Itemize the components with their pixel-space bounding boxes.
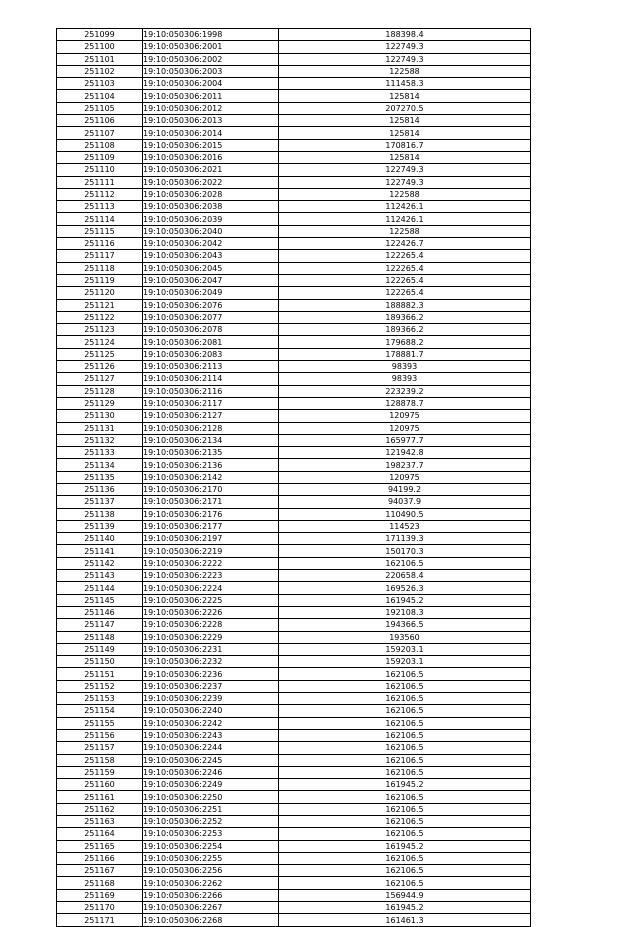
row-number-cell: 251101 bbox=[57, 53, 143, 65]
value-cell: 125814 bbox=[279, 115, 531, 127]
row-number-cell: 251169 bbox=[57, 889, 143, 901]
row-number-cell: 251139 bbox=[57, 520, 143, 532]
value-cell: 178881.7 bbox=[279, 348, 531, 360]
table-row bbox=[57, 459, 531, 471]
cadastral-number-cell: 19:10:050306:2231 bbox=[143, 643, 279, 655]
cadastral-number-cell: 19:10:050306:2016 bbox=[143, 151, 279, 163]
row-number-cell: 251141 bbox=[57, 545, 143, 557]
cadastral-number-cell: 19:10:050306:2113 bbox=[143, 361, 279, 373]
row-number-cell: 251155 bbox=[57, 717, 143, 729]
value-cell: 122749.3 bbox=[279, 41, 531, 53]
cadastral-number-cell: 19:10:050306:2251 bbox=[143, 803, 279, 815]
table-row bbox=[57, 754, 531, 766]
row-number-cell: 251140 bbox=[57, 533, 143, 545]
row-number-cell: 251099 bbox=[57, 29, 143, 41]
table-row bbox=[57, 533, 531, 545]
cadastral-number-cell: 19:10:050306:2039 bbox=[143, 213, 279, 225]
cadastral-number-cell: 19:10:050306:2134 bbox=[143, 434, 279, 446]
value-cell: 162106.5 bbox=[279, 680, 531, 692]
value-cell: 223239.2 bbox=[279, 385, 531, 397]
cadastral-number-cell: 19:10:050306:2083 bbox=[143, 348, 279, 360]
value-cell: 120975 bbox=[279, 471, 531, 483]
cadastral-number-cell: 19:10:050306:2002 bbox=[143, 53, 279, 65]
cadastral-number-cell: 19:10:050306:2197 bbox=[143, 533, 279, 545]
cadastral-number-cell: 19:10:050306:2128 bbox=[143, 422, 279, 434]
table-row bbox=[57, 90, 531, 102]
cadastral-number-cell: 19:10:050306:2142 bbox=[143, 471, 279, 483]
value-cell: 188882.3 bbox=[279, 299, 531, 311]
row-number-cell: 251127 bbox=[57, 373, 143, 385]
table-row bbox=[57, 151, 531, 163]
value-cell: 169526.3 bbox=[279, 582, 531, 594]
cadastral-number-cell: 19:10:050306:2045 bbox=[143, 262, 279, 274]
table-row bbox=[57, 397, 531, 409]
cadastral-number-cell: 19:10:050306:2078 bbox=[143, 324, 279, 336]
cadastral-number-cell: 19:10:050306:2222 bbox=[143, 557, 279, 569]
row-number-cell: 251115 bbox=[57, 225, 143, 237]
row-number-cell: 251148 bbox=[57, 631, 143, 643]
value-cell: 114523 bbox=[279, 520, 531, 532]
row-number-cell: 251129 bbox=[57, 397, 143, 409]
value-cell: 162106.5 bbox=[279, 803, 531, 815]
row-number-cell: 251126 bbox=[57, 361, 143, 373]
row-number-cell: 251114 bbox=[57, 213, 143, 225]
row-number-cell: 251166 bbox=[57, 852, 143, 864]
row-number-cell: 251128 bbox=[57, 385, 143, 397]
cadastral-number-cell: 19:10:050306:2253 bbox=[143, 828, 279, 840]
value-cell: 122426.7 bbox=[279, 238, 531, 250]
table-row bbox=[57, 102, 531, 114]
row-number-cell: 251112 bbox=[57, 188, 143, 200]
cadastral-number-cell: 19:10:050306:2003 bbox=[143, 65, 279, 77]
cadastral-value-table bbox=[56, 28, 531, 927]
table-row bbox=[57, 213, 531, 225]
table-row bbox=[57, 570, 531, 582]
cadastral-number-cell: 19:10:050306:2004 bbox=[143, 78, 279, 90]
table-row bbox=[57, 471, 531, 483]
value-cell: 192108.3 bbox=[279, 606, 531, 618]
row-number-cell: 251136 bbox=[57, 483, 143, 495]
value-cell: 161945.2 bbox=[279, 902, 531, 914]
row-number-cell: 251150 bbox=[57, 656, 143, 668]
row-number-cell: 251149 bbox=[57, 643, 143, 655]
value-cell: 162106.5 bbox=[279, 816, 531, 828]
cadastral-number-cell: 19:10:050306:2077 bbox=[143, 311, 279, 323]
table-row bbox=[57, 643, 531, 655]
value-cell: 188398.4 bbox=[279, 29, 531, 41]
cadastral-number-cell: 19:10:050306:2223 bbox=[143, 570, 279, 582]
table-row bbox=[57, 385, 531, 397]
cadastral-number-cell: 19:10:050306:2245 bbox=[143, 754, 279, 766]
value-cell: 125814 bbox=[279, 90, 531, 102]
value-cell: 162106.5 bbox=[279, 766, 531, 778]
table-row bbox=[57, 496, 531, 508]
table-row bbox=[57, 139, 531, 151]
value-cell: 120975 bbox=[279, 410, 531, 422]
cadastral-number-cell: 19:10:050306:2224 bbox=[143, 582, 279, 594]
cadastral-number-cell: 19:10:050306:2239 bbox=[143, 693, 279, 705]
value-cell: 159203.1 bbox=[279, 643, 531, 655]
row-number-cell: 251160 bbox=[57, 779, 143, 791]
table-row bbox=[57, 889, 531, 901]
value-cell: 122749.3 bbox=[279, 164, 531, 176]
cadastral-number-cell: 19:10:050306:2136 bbox=[143, 459, 279, 471]
value-cell: 162106.5 bbox=[279, 693, 531, 705]
cadastral-number-cell: 19:10:050306:2176 bbox=[143, 508, 279, 520]
cadastral-number-cell: 19:10:050306:2171 bbox=[143, 496, 279, 508]
row-number-cell: 251163 bbox=[57, 816, 143, 828]
value-cell: 189366.2 bbox=[279, 311, 531, 323]
table-row bbox=[57, 348, 531, 360]
cadastral-number-cell: 19:10:050306:2135 bbox=[143, 447, 279, 459]
table-row bbox=[57, 361, 531, 373]
cadastral-number-cell: 19:10:050306:1998 bbox=[143, 29, 279, 41]
cadastral-number-cell: 19:10:050306:2243 bbox=[143, 729, 279, 741]
cadastral-number-cell: 19:10:050306:2262 bbox=[143, 877, 279, 889]
row-number-cell: 251164 bbox=[57, 828, 143, 840]
cadastral-number-cell: 19:10:050306:2116 bbox=[143, 385, 279, 397]
value-cell: 189366.2 bbox=[279, 324, 531, 336]
table-row bbox=[57, 373, 531, 385]
cadastral-number-cell: 19:10:050306:2047 bbox=[143, 274, 279, 286]
value-cell: 165977.7 bbox=[279, 434, 531, 446]
table-row bbox=[57, 680, 531, 692]
row-number-cell: 251151 bbox=[57, 668, 143, 680]
cadastral-number-cell: 19:10:050306:2013 bbox=[143, 115, 279, 127]
cadastral-number-cell: 19:10:050306:2226 bbox=[143, 606, 279, 618]
table-row bbox=[57, 324, 531, 336]
table-row bbox=[57, 508, 531, 520]
table-row bbox=[57, 902, 531, 914]
row-number-cell: 251103 bbox=[57, 78, 143, 90]
table-row bbox=[57, 705, 531, 717]
table-row bbox=[57, 865, 531, 877]
cadastral-number-cell: 19:10:050306:2012 bbox=[143, 102, 279, 114]
row-number-cell: 251122 bbox=[57, 311, 143, 323]
cadastral-number-cell: 19:10:050306:2015 bbox=[143, 139, 279, 151]
row-number-cell: 251159 bbox=[57, 766, 143, 778]
value-cell: 112426.1 bbox=[279, 213, 531, 225]
row-number-cell: 251124 bbox=[57, 336, 143, 348]
value-cell: 122749.3 bbox=[279, 176, 531, 188]
table-row bbox=[57, 53, 531, 65]
table-row bbox=[57, 262, 531, 274]
row-number-cell: 251147 bbox=[57, 619, 143, 631]
cadastral-number-cell: 19:10:050306:2267 bbox=[143, 902, 279, 914]
cadastral-number-cell: 19:10:050306:2246 bbox=[143, 766, 279, 778]
value-cell: 171139.3 bbox=[279, 533, 531, 545]
value-cell: 94199.2 bbox=[279, 483, 531, 495]
value-cell: 162106.5 bbox=[279, 742, 531, 754]
row-number-cell: 251156 bbox=[57, 729, 143, 741]
cadastral-number-cell: 19:10:050306:2011 bbox=[143, 90, 279, 102]
row-number-cell: 251107 bbox=[57, 127, 143, 139]
table-row bbox=[57, 225, 531, 237]
value-cell: 125814 bbox=[279, 151, 531, 163]
table-row bbox=[57, 41, 531, 53]
row-number-cell: 251144 bbox=[57, 582, 143, 594]
cadastral-number-cell: 19:10:050306:2043 bbox=[143, 250, 279, 262]
row-number-cell: 251142 bbox=[57, 557, 143, 569]
table-row bbox=[57, 852, 531, 864]
table-row bbox=[57, 840, 531, 852]
value-cell: 120975 bbox=[279, 422, 531, 434]
value-cell: 161461.3 bbox=[279, 914, 531, 926]
row-number-cell: 251110 bbox=[57, 164, 143, 176]
row-number-cell: 251135 bbox=[57, 471, 143, 483]
cadastral-number-cell: 19:10:050306:2240 bbox=[143, 705, 279, 717]
row-number-cell: 251167 bbox=[57, 865, 143, 877]
table-row bbox=[57, 656, 531, 668]
cadastral-number-cell: 19:10:050306:2229 bbox=[143, 631, 279, 643]
row-number-cell: 251162 bbox=[57, 803, 143, 815]
table-row bbox=[57, 816, 531, 828]
row-number-cell: 251121 bbox=[57, 299, 143, 311]
value-cell: 162106.5 bbox=[279, 828, 531, 840]
value-cell: 161945.2 bbox=[279, 594, 531, 606]
table-row bbox=[57, 582, 531, 594]
table-row bbox=[57, 803, 531, 815]
table-row bbox=[57, 828, 531, 840]
cadastral-number-cell: 19:10:050306:2250 bbox=[143, 791, 279, 803]
value-cell: 179688.2 bbox=[279, 336, 531, 348]
row-number-cell: 251153 bbox=[57, 693, 143, 705]
row-number-cell: 251120 bbox=[57, 287, 143, 299]
row-number-cell: 251154 bbox=[57, 705, 143, 717]
row-number-cell: 251158 bbox=[57, 754, 143, 766]
value-cell: 170816.7 bbox=[279, 139, 531, 151]
value-cell: 162106.5 bbox=[279, 877, 531, 889]
row-number-cell: 251111 bbox=[57, 176, 143, 188]
table-row bbox=[57, 115, 531, 127]
cadastral-number-cell: 19:10:050306:2237 bbox=[143, 680, 279, 692]
cadastral-number-cell: 19:10:050306:2236 bbox=[143, 668, 279, 680]
cadastral-number-cell: 19:10:050306:2049 bbox=[143, 287, 279, 299]
row-number-cell: 251137 bbox=[57, 496, 143, 508]
value-cell: 122588 bbox=[279, 65, 531, 77]
value-cell: 162106.5 bbox=[279, 865, 531, 877]
value-cell: 162106.5 bbox=[279, 717, 531, 729]
table-row bbox=[57, 742, 531, 754]
row-number-cell: 251117 bbox=[57, 250, 143, 262]
table-row bbox=[57, 410, 531, 422]
cadastral-number-cell: 19:10:050306:2177 bbox=[143, 520, 279, 532]
row-number-cell: 251170 bbox=[57, 902, 143, 914]
cadastral-number-cell: 19:10:050306:2022 bbox=[143, 176, 279, 188]
cadastral-number-cell: 19:10:050306:2001 bbox=[143, 41, 279, 53]
row-number-cell: 251143 bbox=[57, 570, 143, 582]
row-number-cell: 251134 bbox=[57, 459, 143, 471]
value-cell: 162106.5 bbox=[279, 668, 531, 680]
cadastral-number-cell: 19:10:050306:2076 bbox=[143, 299, 279, 311]
table-row bbox=[57, 447, 531, 459]
value-cell: 111458.3 bbox=[279, 78, 531, 90]
row-number-cell: 251168 bbox=[57, 877, 143, 889]
row-number-cell: 251157 bbox=[57, 742, 143, 754]
row-number-cell: 251165 bbox=[57, 840, 143, 852]
value-cell: 125814 bbox=[279, 127, 531, 139]
cadastral-number-cell: 19:10:050306:2170 bbox=[143, 483, 279, 495]
row-number-cell: 251161 bbox=[57, 791, 143, 803]
cadastral-number-cell: 19:10:050306:2081 bbox=[143, 336, 279, 348]
table-row bbox=[57, 766, 531, 778]
value-cell: 162106.5 bbox=[279, 705, 531, 717]
table-row bbox=[57, 422, 531, 434]
cadastral-number-cell: 19:10:050306:2127 bbox=[143, 410, 279, 422]
cadastral-number-cell: 19:10:050306:2268 bbox=[143, 914, 279, 926]
table-row bbox=[57, 201, 531, 213]
value-cell: 162106.5 bbox=[279, 852, 531, 864]
cadastral-number-cell: 19:10:050306:2228 bbox=[143, 619, 279, 631]
value-cell: 198237.7 bbox=[279, 459, 531, 471]
value-cell: 207270.5 bbox=[279, 102, 531, 114]
row-number-cell: 251119 bbox=[57, 274, 143, 286]
cadastral-number-cell: 19:10:050306:2021 bbox=[143, 164, 279, 176]
row-number-cell: 251100 bbox=[57, 41, 143, 53]
value-cell: 122265.4 bbox=[279, 287, 531, 299]
value-cell: 194366.5 bbox=[279, 619, 531, 631]
value-cell: 161945.2 bbox=[279, 840, 531, 852]
row-number-cell: 251106 bbox=[57, 115, 143, 127]
value-cell: 162106.5 bbox=[279, 754, 531, 766]
row-number-cell: 251125 bbox=[57, 348, 143, 360]
table-row bbox=[57, 238, 531, 250]
cadastral-number-cell: 19:10:050306:2117 bbox=[143, 397, 279, 409]
row-number-cell: 251171 bbox=[57, 914, 143, 926]
row-number-cell: 251138 bbox=[57, 508, 143, 520]
value-cell: 220658.4 bbox=[279, 570, 531, 582]
value-cell: 150170.3 bbox=[279, 545, 531, 557]
table-row bbox=[57, 619, 531, 631]
table-row bbox=[57, 65, 531, 77]
table-row bbox=[57, 717, 531, 729]
document-page bbox=[56, 28, 530, 927]
table-row bbox=[57, 914, 531, 926]
value-cell: 122265.4 bbox=[279, 274, 531, 286]
cadastral-number-cell: 19:10:050306:2249 bbox=[143, 779, 279, 791]
table-row bbox=[57, 434, 531, 446]
value-cell: 122265.4 bbox=[279, 262, 531, 274]
value-cell: 162106.5 bbox=[279, 729, 531, 741]
row-number-cell: 251109 bbox=[57, 151, 143, 163]
cadastral-number-cell: 19:10:050306:2256 bbox=[143, 865, 279, 877]
value-cell: 156944.9 bbox=[279, 889, 531, 901]
row-number-cell: 251132 bbox=[57, 434, 143, 446]
table-row bbox=[57, 299, 531, 311]
value-cell: 193560 bbox=[279, 631, 531, 643]
cadastral-number-cell: 19:10:050306:2252 bbox=[143, 816, 279, 828]
cadastral-number-cell: 19:10:050306:2254 bbox=[143, 840, 279, 852]
row-number-cell: 251113 bbox=[57, 201, 143, 213]
table-row bbox=[57, 693, 531, 705]
cadastral-number-cell: 19:10:050306:2219 bbox=[143, 545, 279, 557]
value-cell: 162106.5 bbox=[279, 791, 531, 803]
table-row bbox=[57, 176, 531, 188]
cadastral-number-cell: 19:10:050306:2232 bbox=[143, 656, 279, 668]
value-cell: 122265.4 bbox=[279, 250, 531, 262]
table-row bbox=[57, 287, 531, 299]
value-cell: 159203.1 bbox=[279, 656, 531, 668]
row-number-cell: 251131 bbox=[57, 422, 143, 434]
table-row bbox=[57, 729, 531, 741]
row-number-cell: 251118 bbox=[57, 262, 143, 274]
row-number-cell: 251104 bbox=[57, 90, 143, 102]
cadastral-number-cell: 19:10:050306:2266 bbox=[143, 889, 279, 901]
table-row bbox=[57, 520, 531, 532]
cadastral-number-cell: 19:10:050306:2242 bbox=[143, 717, 279, 729]
value-cell: 162106.5 bbox=[279, 557, 531, 569]
value-cell: 98393 bbox=[279, 373, 531, 385]
table-row bbox=[57, 127, 531, 139]
table-row bbox=[57, 250, 531, 262]
table-row bbox=[57, 311, 531, 323]
value-cell: 122588 bbox=[279, 225, 531, 237]
table-row bbox=[57, 594, 531, 606]
row-number-cell: 251133 bbox=[57, 447, 143, 459]
table-row bbox=[57, 631, 531, 643]
row-number-cell: 251146 bbox=[57, 606, 143, 618]
value-cell: 122588 bbox=[279, 188, 531, 200]
table-body bbox=[57, 29, 531, 927]
cadastral-number-cell: 19:10:050306:2038 bbox=[143, 201, 279, 213]
cadastral-number-cell: 19:10:050306:2225 bbox=[143, 594, 279, 606]
cadastral-number-cell: 19:10:050306:2040 bbox=[143, 225, 279, 237]
row-number-cell: 251105 bbox=[57, 102, 143, 114]
value-cell: 110490.5 bbox=[279, 508, 531, 520]
table-row bbox=[57, 668, 531, 680]
row-number-cell: 251152 bbox=[57, 680, 143, 692]
cadastral-number-cell: 19:10:050306:2042 bbox=[143, 238, 279, 250]
table-row bbox=[57, 483, 531, 495]
table-row bbox=[57, 188, 531, 200]
row-number-cell: 251130 bbox=[57, 410, 143, 422]
row-number-cell: 251102 bbox=[57, 65, 143, 77]
cadastral-number-cell: 19:10:050306:2028 bbox=[143, 188, 279, 200]
table-row bbox=[57, 791, 531, 803]
cadastral-number-cell: 19:10:050306:2244 bbox=[143, 742, 279, 754]
table-row bbox=[57, 606, 531, 618]
table-row bbox=[57, 29, 531, 41]
table-row bbox=[57, 557, 531, 569]
table-row bbox=[57, 779, 531, 791]
value-cell: 121942.8 bbox=[279, 447, 531, 459]
table-row bbox=[57, 164, 531, 176]
cadastral-number-cell: 19:10:050306:2114 bbox=[143, 373, 279, 385]
value-cell: 94037.9 bbox=[279, 496, 531, 508]
cadastral-number-cell: 19:10:050306:2255 bbox=[143, 852, 279, 864]
table-row bbox=[57, 877, 531, 889]
value-cell: 128878.7 bbox=[279, 397, 531, 409]
value-cell: 161945.2 bbox=[279, 779, 531, 791]
table-row bbox=[57, 336, 531, 348]
row-number-cell: 251108 bbox=[57, 139, 143, 151]
value-cell: 112426.1 bbox=[279, 201, 531, 213]
row-number-cell: 251145 bbox=[57, 594, 143, 606]
row-number-cell: 251116 bbox=[57, 238, 143, 250]
table-row bbox=[57, 545, 531, 557]
value-cell: 98393 bbox=[279, 361, 531, 373]
table-row bbox=[57, 78, 531, 90]
table-row bbox=[57, 274, 531, 286]
cadastral-number-cell: 19:10:050306:2014 bbox=[143, 127, 279, 139]
value-cell: 122749.3 bbox=[279, 53, 531, 65]
row-number-cell: 251123 bbox=[57, 324, 143, 336]
